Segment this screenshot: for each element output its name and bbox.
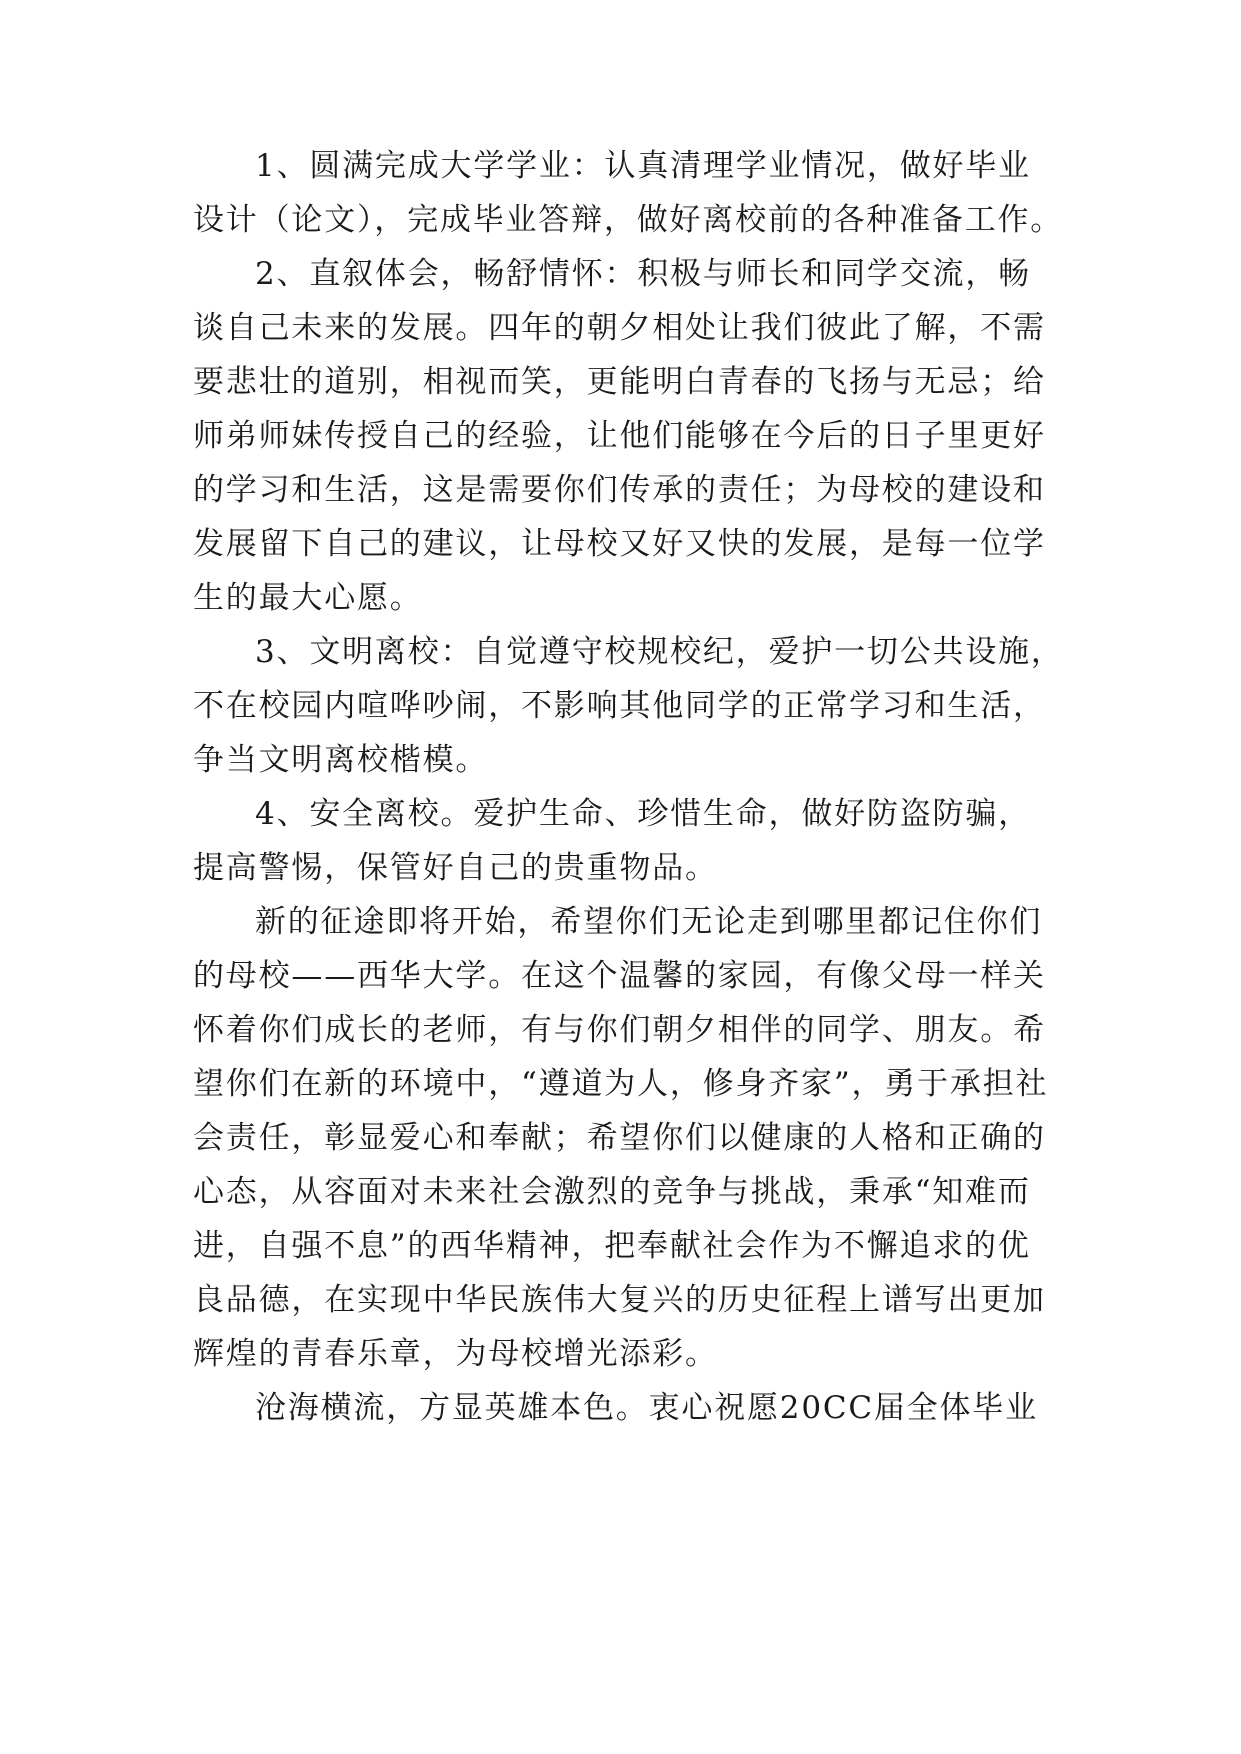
paragraph-2-line-7: 生的最大心愿。: [193, 580, 423, 616]
paragraph-2-line-4: 师弟师妹传授自己的经验，让他们能够在今后的日子里更好: [193, 418, 1046, 454]
paragraph-1-line-1: 1、圆满完成大学学业：认真清理学业情况，做好毕业: [255, 148, 1031, 184]
paragraph-5-line-7: 进，自强不息”的西华精神，把奉献社会作为不懈追求的优: [193, 1228, 1031, 1264]
paragraph-5-line-8: 良品德，在实现中华民族伟大复兴的历史征程上谱写出更加: [193, 1282, 1046, 1318]
paragraph-4-line-2: 提高警惕，保管好自己的贵重物品。: [193, 850, 718, 886]
paragraph-3-line-1: 3、文明离校：自觉遵守校规校纪，爱护一切公共设施，: [255, 634, 1064, 670]
paragraph-3-line-3: 争当文明离校楷模。: [193, 742, 489, 778]
paragraph-2-line-3: 要悲壮的道别，相视而笑，更能明白青春的飞扬与无忌；给: [193, 364, 1046, 400]
paragraph-6-line-1: 沧海横流，方显英雄本色。衷心祝愿20CC届全体毕业: [255, 1390, 1038, 1426]
paragraph-4-line-1: 4、安全离校。爱护生命、珍惜生命，做好防盗防骗，: [255, 796, 1031, 832]
paragraph-5-line-4: 望你们在新的环境中，“遵道为人，修身齐家”，勇于承担社: [193, 1066, 1049, 1102]
paragraph-1-line-2: 设计（论文），完成毕业答辩，做好离校前的各种准备工作。: [193, 202, 1064, 238]
paragraph-2-line-5: 的学习和生活，这是需要你们传承的责任；为母校的建设和: [193, 472, 1046, 508]
paragraph-2-line-6: 发展留下自己的建议，让母校又好又快的发展，是每一位学: [193, 526, 1046, 562]
paragraph-5-line-5: 会责任，彰显爱心和奉献；希望你们以健康的人格和正确的: [193, 1120, 1046, 1156]
paragraph-2-line-2: 谈自己未来的发展。四年的朝夕相处让我们彼此了解，不需: [193, 310, 1046, 346]
paragraph-5-line-1: 新的征途即将开始，希望你们无论走到哪里都记住你们: [255, 904, 1043, 940]
paragraph-5-line-9: 辉煌的青春乐章，为母校增光添彩。: [193, 1336, 718, 1372]
paragraph-3-line-2: 不在校园内喧哗吵闹，不影响其他同学的正常学习和生活，: [193, 688, 1046, 724]
paragraph-5-line-2: 的母校——西华大学。在这个温馨的家园，有像父母一样关: [193, 958, 1046, 994]
paragraph-2-line-1: 2、直叙体会，畅舒情怀：积极与师长和同学交流，畅: [255, 256, 1031, 292]
paragraph-5-line-6: 心态，从容面对未来社会激烈的竞争与挑战，秉承“知难而: [193, 1174, 1031, 1210]
paragraph-5-line-3: 怀着你们成长的老师，有与你们朝夕相伴的同学、朋友。希: [193, 1012, 1046, 1048]
